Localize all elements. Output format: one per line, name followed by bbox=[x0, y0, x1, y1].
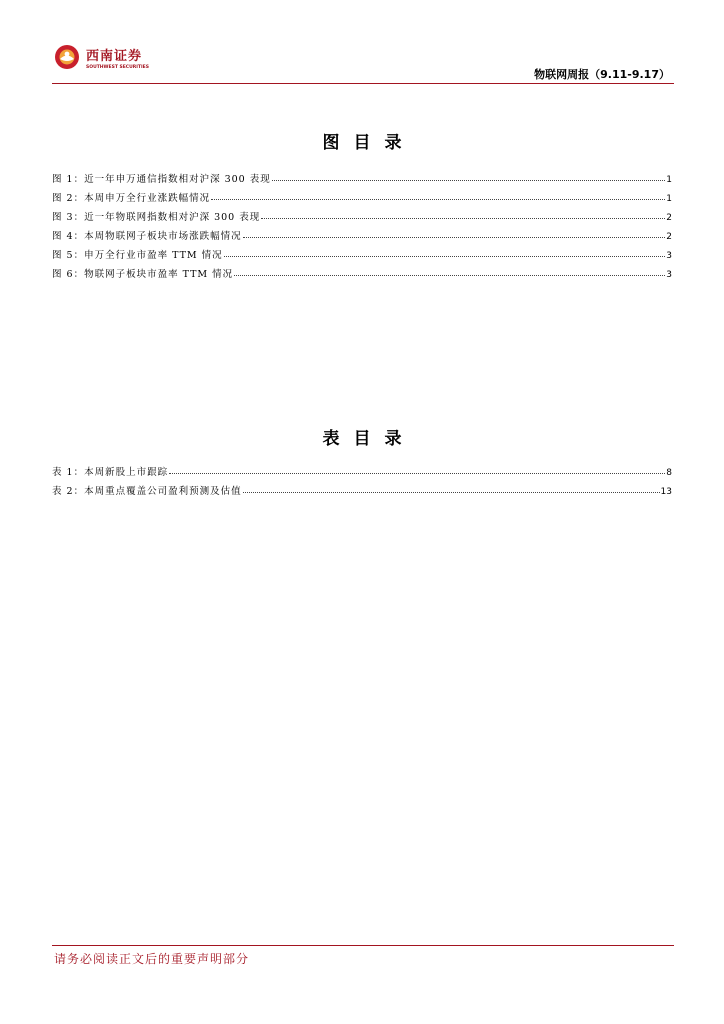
toc-dot-leader bbox=[243, 237, 666, 238]
toc-entry-label: 图 4：本周物联网子板块市场涨跌幅情况 bbox=[52, 231, 242, 242]
toc-dot-leader bbox=[224, 256, 666, 257]
figures-toc-heading: 图目录 bbox=[322, 133, 416, 153]
footer-divider bbox=[52, 945, 674, 946]
toc-entry-label: 图 5：申万全行业市盈率 TTM 情况 bbox=[52, 250, 223, 261]
toc-entry-label: 图 1：近一年申万通信指数相对沪深 300 表现 bbox=[52, 174, 271, 185]
toc-entry-label: 图 6：物联网子板块市盈率 TTM 情况 bbox=[52, 269, 234, 280]
header-divider bbox=[52, 83, 674, 84]
toc-entry-table-2[interactable] bbox=[52, 483, 672, 502]
toc-entry-figure-4[interactable] bbox=[52, 228, 672, 247]
figures-toc-list bbox=[52, 171, 672, 285]
toc-entry-page: 2 bbox=[666, 232, 672, 242]
southwest-securities-logo-icon bbox=[54, 44, 80, 70]
toc-entry-page: 8 bbox=[666, 468, 672, 478]
toc-entry-page: 1 bbox=[666, 194, 672, 204]
toc-entry-page: 1 bbox=[666, 175, 672, 185]
tables-toc-heading: 表目录 bbox=[322, 429, 416, 449]
toc-dot-leader bbox=[169, 473, 665, 474]
toc-entry-page: 2 bbox=[666, 213, 672, 223]
toc-entry-figure-1[interactable] bbox=[52, 171, 672, 190]
toc-entry-table-1[interactable] bbox=[52, 464, 672, 483]
toc-entry-figure-3[interactable] bbox=[52, 209, 672, 228]
toc-entry-page: 3 bbox=[666, 270, 672, 280]
toc-entry-figure-2[interactable] bbox=[52, 190, 672, 209]
toc-entry-label: 表 1：本周新股上市跟踪 bbox=[52, 467, 169, 478]
logo-chinese-name: 西南证券 bbox=[86, 49, 143, 64]
toc-entry-label: 图 2：本周申万全行业涨跌幅情况 bbox=[52, 193, 211, 204]
footer-disclaimer: 请务必阅读正文后的重要声明部分 bbox=[54, 952, 250, 966]
toc-entry-label: 图 3：近一年物联网指数相对沪深 300 表现 bbox=[52, 212, 261, 223]
report-title: 物联网周报（9.11-9.17） bbox=[534, 68, 670, 81]
company-logo bbox=[54, 44, 154, 74]
tables-toc-list bbox=[52, 464, 672, 502]
logo-english-name: SOUTHWEST SECURITIES bbox=[86, 65, 149, 70]
toc-dot-leader bbox=[211, 199, 665, 200]
toc-dot-leader bbox=[234, 275, 665, 276]
toc-entry-figure-6[interactable] bbox=[52, 266, 672, 285]
toc-dot-leader bbox=[261, 218, 665, 219]
toc-entry-figure-5[interactable] bbox=[52, 247, 672, 266]
toc-dot-leader bbox=[272, 180, 666, 181]
toc-entry-page: 13 bbox=[660, 487, 672, 497]
toc-entry-page: 3 bbox=[666, 251, 672, 261]
toc-dot-leader bbox=[243, 492, 660, 493]
toc-entry-label: 表 2：本周重点覆盖公司盈利预测及估值 bbox=[52, 486, 242, 497]
